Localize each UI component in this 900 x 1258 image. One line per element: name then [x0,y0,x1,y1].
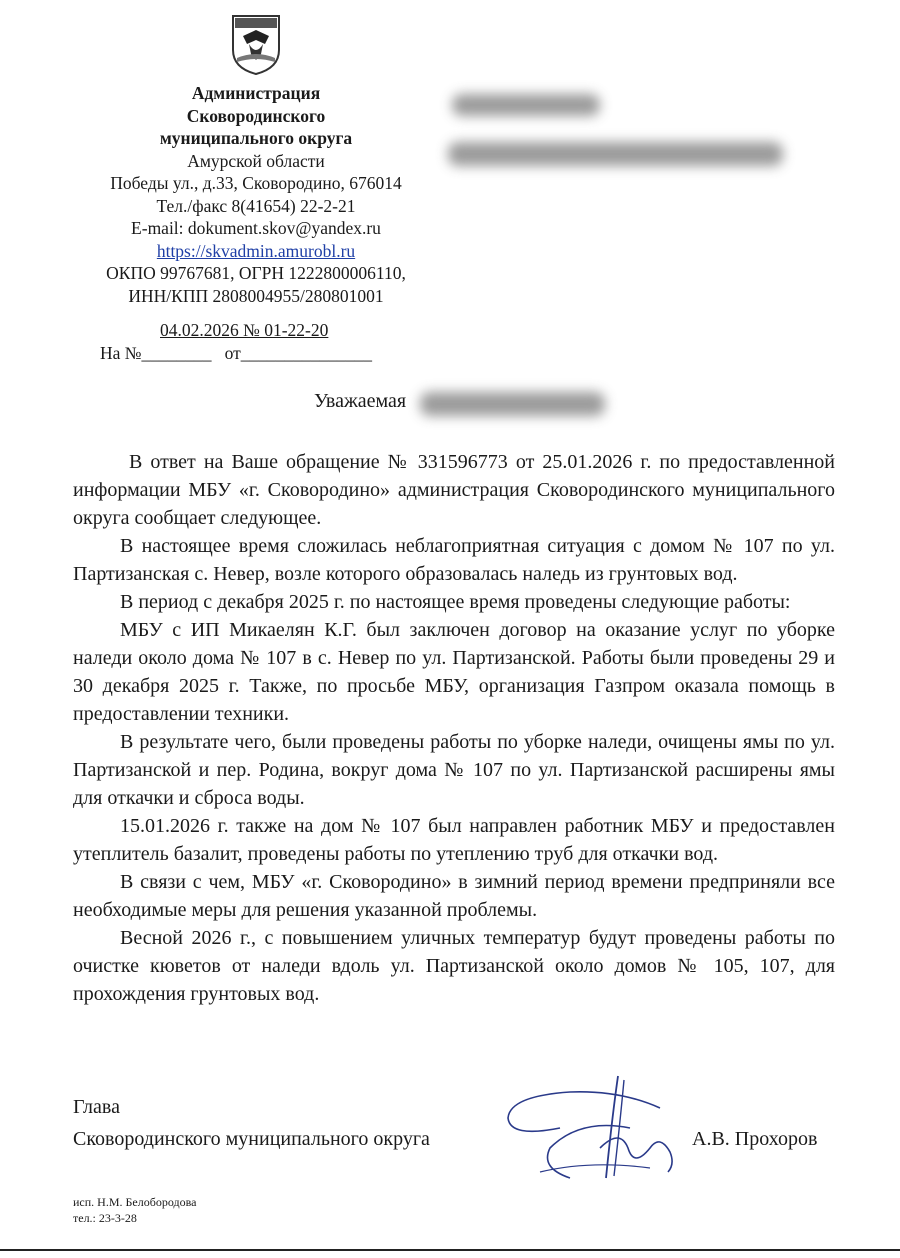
body-paragraph: В результате чего, были проведены работы по уборке наледи, очищены ямы по ул. Партизанской и пер. Родина, вокруг дома № 107 по ул. Партизанской расширены ямы для откачки и сброса воды. [73,731,835,809]
body-paragraph: В настоящее время сложилась неблагоприятная ситуация с домом № 107 по ул. Партизанская с. Невер, возле которого образовалась наледь из грунтовых вод. [73,535,835,585]
website-link[interactable]: https://skvadmin.amurobl.ru [156,240,356,261]
reference-line: На №________ от_______________ [100,343,373,363]
body-paragraph: В ответ на Ваше обращение № 331596773 от 25.01.2026 г. по предоставленной информации МБУ «г. Сковородино» администрация Сковородинского муниципального округа сообщает следующее. [73,451,835,529]
body-paragraph: В период с декабря 2025 г. по настоящее время проведены следующие работы: [120,591,791,613]
email: E-mail: dokument.skov@yandex.ru [131,218,381,238]
signatory-name: А.В. Прохоров [692,1128,818,1150]
handwritten-signature [500,1068,700,1188]
registration-number: 04.02.2026 № 01-22-20 [160,320,329,340]
body-paragraph: 15.01.2026 г. также на дом № 107 был направлен работник МБУ и предоставлен утеплитель базалит, проведены работы по утеплению труб для откачки вод. [73,815,835,865]
signatory-organization: Сковородинского муниципального округа [73,1128,430,1150]
addressee-redacted [448,88,798,188]
org-name-line-1: Администрация [191,83,321,103]
org-name-line-3: муниципального округа [159,128,353,148]
body-paragraph: В связи с чем, МБУ «г. Сковородино» в зимний период времени предприняли все необходимые меры для решения указанной проблемы. [73,871,835,921]
address: Победы ул., д.33, Сковородино, 676014 [110,173,402,193]
region: Амурской области [187,150,325,171]
body-paragraph: Весной 2026 г., с повышением уличных температур будут проведены работы по очистке кюветов от наледи вдоль ул. Партизанской около домов № 105, 107, для прохождения грунтовых вод. [73,927,835,1005]
sender-header [80,82,432,307]
body-paragraph: МБУ с ИП Микаелян К.Г. был заключен договор на оказание услуг по уборке наледи около дома № 107 в с. Невер по ул. Партизанской. Работы были проведены 29 и 30 декабря 2025 г. Также, по просьбе МБУ, организация Газпром оказала помощь в предоставлении техники. [73,619,835,725]
coat-of-arms-icon [231,14,281,76]
executor-phone: тел.: 23-3-28 [73,1211,137,1225]
signatory-title: Глава [73,1096,120,1118]
greeting-name-redacted [420,392,605,416]
letter-body [73,448,835,1008]
executor-info [73,1194,196,1226]
greeting: Уважаемая [314,390,407,412]
phone: Тел./факс 8(41654) 22-2-21 [156,195,356,216]
codes-line-2: ИНН/КПП 2808004955/280801001 [128,285,384,306]
codes-line-1: ОКПО 99767681, ОГРН 1222800006110, [106,263,406,283]
executor-name: исп. Н.М. Белобородова [73,1195,197,1209]
bottom-divider [0,1249,900,1251]
org-name-line-2: Сковородинского [186,105,326,126]
